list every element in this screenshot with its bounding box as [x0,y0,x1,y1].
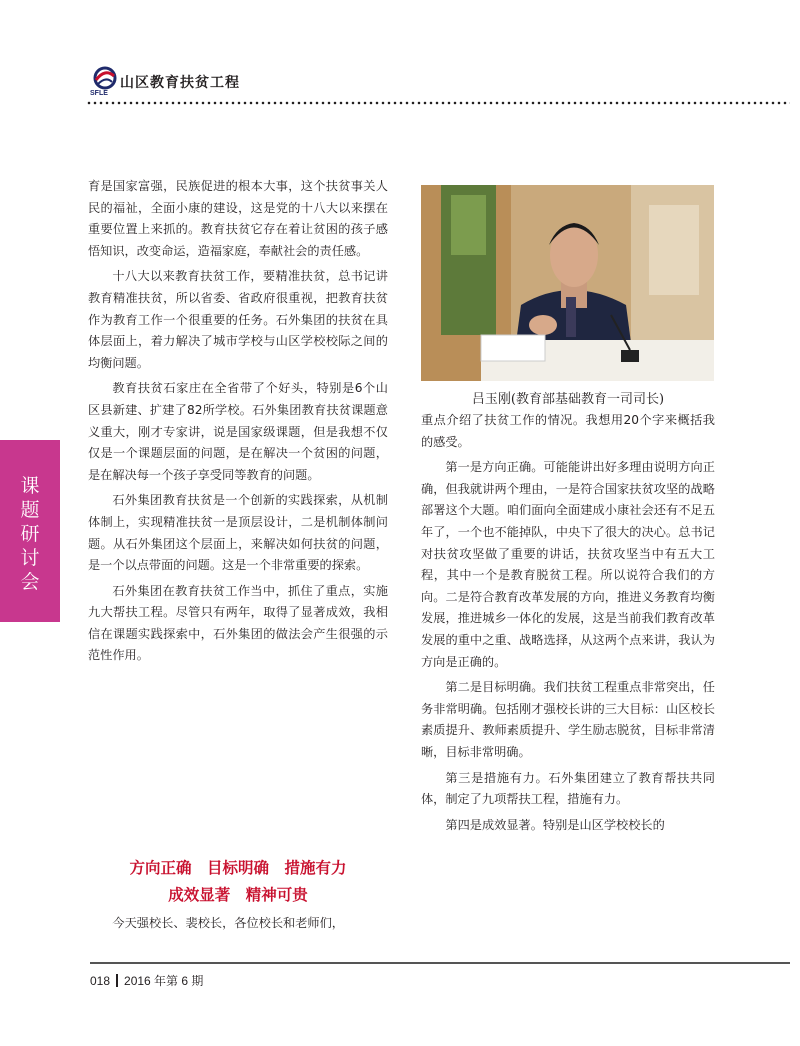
photo-caption: 吕玉刚(教育部基础教育一司司长) [471,392,665,407]
paragraph: 石外集团在教育扶贫工作当中，抓住了重点，实施九大帮扶工程。尽管只有两年，取得了显著成效，我相信在课题实践探索中，石外集团的做法会产生很强的示范性作用。 [88,583,388,663]
speaker-photo-illustration [421,185,714,381]
paragraph: 第一是方向正确。可能能讲出好多理由说明方向正确，但我就讲两个理由，一是符合国家扶贫攻坚的战略部署这个大题。咱们面向全面建成小康社会还有不足五年了，一个也不能掉队，中央下了很大的决心。总书记对扶贫攻坚做了重要的讲话，扶贫攻坚当中有五大工程，其中一个是教育脱贫工程。所以说符合我们的方向。二是符合教育改革发展的方向，推进义务教育均衡发展，推进城乡一体化的发展，这是当前我们教育改革发展的重中之重、战略选择，从这两个点来讲，我认为方向是正确的。 [421,460,715,669]
side-tab-char: 课 [20,475,40,497]
section-side-tab-label [0,474,60,594]
left-column [88,176,388,671]
paragraph: 第三是措施有力。石外集团建立了教育帮扶共同体，制定了九项帮扶工程，措施有力。 [421,770,715,807]
footer-separator [116,974,118,987]
header-dotted-divider [86,101,790,105]
paragraph: 第四是成效显著。特别是山区学校校长的 [445,817,665,832]
paragraph: 石外集团教育扶贫是一个创新的实践探索，从机制体制上，实现精准扶贫一是顶层设计，二是机制体制问题。从石外集团这个层面上，来解决如何扶贫的问题，是一个以点带面的问题。这是一个非常重要的探索。 [88,493,388,573]
journal-title: 山区教育扶贫工程 [120,75,240,91]
paragraph: 十八大以来教育扶贫工作，要精准扶贫，总书记讲教育精准扶贫，所以省委、省政府很重视，把教育扶贫作为教育工作一个很重要的任务。石外集团的扶贫在具体层面上，着力解决了城市学校与山区学校校际之间的均衡问题。 [88,269,388,370]
closing-paragraph: 今天强校长、裴校长，各位校长和老师们， [112,916,344,930]
side-tab-char: 研 [20,523,40,545]
issue-label: 2016 年第 6 期 [124,974,204,988]
speaker-photo [421,185,714,381]
page-footer [90,972,203,989]
logo-text: SFLE [90,90,108,97]
subheading-line: 方向正确 目标明确 措施有力 [129,858,347,877]
right-column [421,410,715,840]
paragraph: 第二是目标明确。我们扶贫工程重点非常突出，任务非常明确。包括刚才强校长讲的三大目标：山区校长素质提升、教师素质提升、学生励志脱贫，目标非常清晰，目标非常明确。 [421,680,715,759]
section-subheading [88,854,388,908]
side-tab-char: 讨 [20,547,40,569]
side-tab-char: 会 [20,571,40,593]
page-number: 018 [90,974,111,988]
footer-divider [90,962,790,964]
paragraph: 重点介绍了扶贫工作的情况。我想用20个字来概括我的感受。 [421,413,715,449]
paragraph: 教育扶贫石家庄在全省带了个好头，特别是6个山区县新建、扩建了82所学校。石外集团教育扶贫课题意义重大，刚才专家讲，说是国家级课题，但是我想不仅仅是一个课题层面的问题，是在解决一个贫困的问题，是在解决每一个孩子享受同等教育的问题。 [88,381,388,482]
paragraph: 育是国家富强，民族促进的根本大事，这个扶贫事关人民的福祉，全面小康的建设，这是党的十八大以来摆在重要位置上来抓的。教育扶贫它存在着让贫困的孩子感悟知识，改变命运，造福家庭，奉献社会的责任感。 [88,179,388,258]
subheading-line: 成效显著 精神可贵 [168,885,308,904]
side-tab-char: 题 [20,499,40,521]
page-header [90,66,790,106]
